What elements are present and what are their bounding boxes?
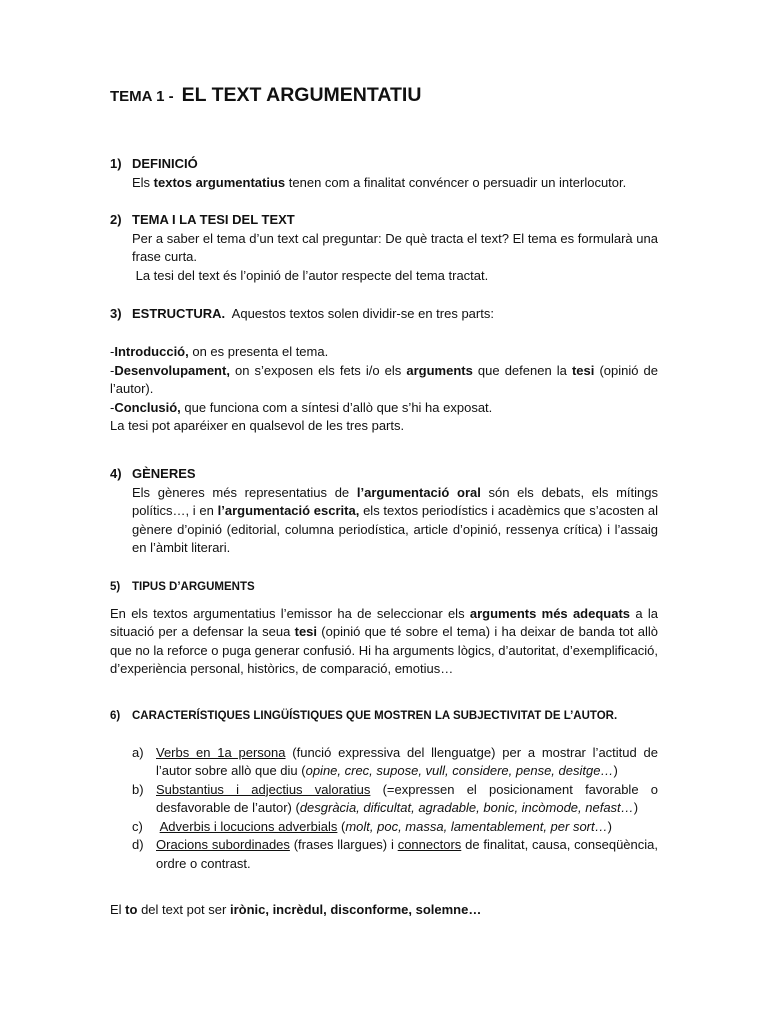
text-run: tesi (571, 362, 595, 378)
section-number: 2) (110, 212, 122, 227)
closing-note (110, 901, 658, 920)
text-run: to (125, 902, 138, 917)
section-number: 5) (110, 581, 121, 593)
list-item (110, 836, 658, 873)
part-conclusio (110, 399, 658, 418)
section-number: 3) (110, 306, 122, 321)
tema-paragraph: Per a saber el tema d’un text cal preguntar: De què tracta el text? El tema es formularà una frase curta. (132, 230, 658, 264)
section-intro: Aquestos textos solen dividir-se en tres parts: (225, 306, 494, 321)
section-title-text: ESTRUCTURA. (132, 306, 226, 321)
text-run: - (110, 344, 115, 359)
text-run: Conclusió, (114, 399, 181, 415)
section-caracteristiques (110, 707, 658, 873)
text-run: que defenen la (472, 362, 572, 378)
text-run: - (110, 399, 115, 415)
text-run: (funció expressiva del llenguatge) per a mostrar l’actitud de l’autor sobre allò que diu ( (156, 744, 658, 778)
text-run: l’argumentació escrita, (217, 503, 360, 518)
part-introduccio (110, 343, 658, 362)
text-run: Oracions subordinades (156, 837, 290, 852)
item-text (156, 745, 658, 779)
page-title (110, 86, 421, 107)
list-item (110, 818, 658, 837)
text-run: ) (607, 818, 612, 834)
text-run: del text pot ser (137, 902, 230, 917)
text-run: Adverbis i locucions adverbials (159, 818, 338, 834)
text-run: de finalitat, causa, conseqüència, ordre o contrast. (156, 837, 658, 871)
section-heading (110, 305, 658, 324)
text-run: El (110, 902, 126, 917)
text-run: molt, poc, massa, lamentablement, per sort… (345, 818, 608, 834)
text-run: arguments més adequats (469, 605, 631, 621)
tesi-paragraph: La tesi del text és l’opinió de l’autor respecte del tema tractat. (132, 267, 489, 283)
section-heading (110, 707, 658, 726)
text-run: Verbs en 1a persona (156, 744, 286, 760)
text-run: irònic, incrèdul, disconforme, solemne… (229, 902, 482, 917)
text-run: opine, crec, supose, vull, considere, pense, desitge… (305, 763, 614, 778)
section-heading (110, 211, 658, 230)
title-main: EL TEXT ARGUMENTATIU (181, 84, 422, 106)
text-run: els textos periodístics i acadèmics que s’acosten al gènere d’opinió (editorial, columna periodística, article d’opinió, ressenya crítica) i l’assaig en l’àmbit literari. (132, 503, 658, 555)
section-tema-tesi (110, 211, 658, 285)
arguments-paragraph (110, 605, 658, 679)
generes-paragraph (132, 484, 658, 558)
text-run: arguments (406, 362, 473, 378)
section-number: 1) (110, 156, 122, 171)
text-run: (opinió que té sobre el tema) i ha deixar de banda tot allò que no la reforce o puga generar confusió. Hi ha arguments lògics, d’autoritat, d’exemplificació, d’experiència personal, històrics, de comparació, emotius… (110, 624, 658, 676)
text-run: són els debats, els mítings polítics…, i en (132, 484, 659, 518)
text-run: ) (633, 800, 639, 815)
item-label: b) (132, 781, 144, 797)
text-run: a la situació per a defensar la seua (110, 605, 658, 639)
caracteristiques-list (110, 744, 658, 874)
text-run: (=expressen el posicionament favorable o desfavorable de l’autor) ( (156, 781, 658, 815)
part-desenvolupament (110, 362, 658, 399)
item-label: d) (132, 837, 144, 852)
closing-paragraph (110, 901, 658, 920)
text-run: connectors (397, 837, 462, 852)
section-title: GÈNERES (132, 466, 196, 481)
estructura-parts (110, 343, 658, 436)
text-run: tesi (294, 624, 318, 639)
section-number: 4) (110, 466, 122, 481)
text-run: ) (613, 763, 618, 778)
section-definicio (110, 155, 658, 192)
text-run: desgràcia, dificultat, agradable, bonic, incòmode, nefast… (299, 800, 634, 815)
section-title: DEFINICIÓ (132, 156, 198, 171)
definicio-paragraph (132, 174, 658, 193)
text-run: ( (337, 818, 346, 834)
text-run: (frases llargues) i (289, 837, 398, 852)
section-heading (110, 155, 658, 174)
text-run: Desenvolupament, (114, 362, 230, 378)
section-estructura (110, 305, 658, 324)
text-run: tenen com a finalitat convéncer o persuadir un interlocutor. (285, 174, 627, 190)
section-tipus-arguments (110, 578, 658, 679)
section-title: TEMA I LA TESI DEL TEXT (132, 212, 295, 227)
text-run: En els textos argumentatius l’emissor ha de seleccionar els (110, 605, 470, 621)
list-item (110, 744, 658, 781)
text-run: - (110, 362, 115, 378)
item-text (156, 782, 658, 816)
text-run: La tesi pot aparéixer en qualsevol de les tres parts. (110, 418, 405, 433)
text-run: on s’exposen els fets i/o els (229, 362, 407, 378)
item-label: a) (132, 744, 144, 760)
text-run: (opinió de l’autor). (110, 362, 659, 396)
text-run: Introducció, (114, 344, 189, 359)
estructura-note (110, 417, 658, 436)
text-run: Els (132, 174, 154, 190)
section-number: 6) (110, 710, 121, 722)
section-title (132, 306, 494, 321)
section-generes (110, 465, 658, 558)
section-title: CARACTERÍSTIQUES LINGÜÍSTIQUES QUE MOSTREN LA SUBJECTIVITAT DE L’AUTOR. (132, 710, 618, 722)
text-run: Substantius i adjectius valoratius (156, 781, 371, 797)
section-heading (110, 465, 658, 484)
item-text (156, 837, 658, 871)
item-label: c) (132, 818, 143, 834)
item-text (156, 819, 612, 834)
text-run: que funciona com a síntesi d’allò que s’hi ha exposat. (180, 399, 493, 415)
text-run: on es presenta el tema. (188, 344, 329, 359)
section-title: TIPUS D’ARGUMENTS (132, 581, 255, 593)
section-heading (110, 578, 658, 597)
title-prefix: TEMA 1 - (110, 88, 174, 105)
list-item (110, 781, 658, 818)
text-run: Els gèneres més representatius de (132, 484, 357, 500)
text-run: l’argumentació oral (356, 484, 481, 500)
text-run: textos argumentatius (153, 174, 286, 190)
